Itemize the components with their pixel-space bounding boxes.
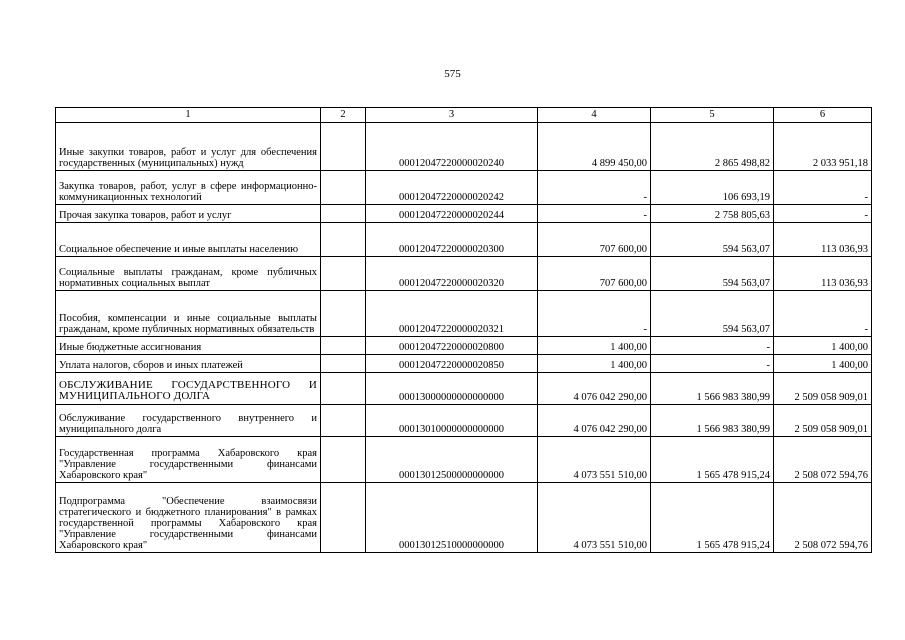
row-value-4: 4 076 042 290,00 [538, 373, 651, 405]
row-value-6: 2 508 072 594,76 [774, 483, 872, 553]
table-row [56, 405, 872, 437]
row-code: 00012047220000020800 [366, 337, 538, 355]
row-value-5: 1 566 983 380,99 [651, 405, 774, 437]
row-value-5: 594 563,07 [651, 257, 774, 291]
table-row [56, 257, 872, 291]
row-value-4: 4 899 450,00 [538, 123, 651, 171]
row-value-4: 4 076 042 290,00 [538, 405, 651, 437]
row-value-4: 707 600,00 [538, 223, 651, 257]
row-code: 00012047220000020244 [366, 205, 538, 223]
row-value-6: - [774, 291, 872, 337]
table-row [56, 437, 872, 483]
row-col2 [321, 337, 366, 355]
table-row [56, 355, 872, 373]
row-code: 00012047220000020320 [366, 257, 538, 291]
row-value-6: 2 508 072 594,76 [774, 437, 872, 483]
row-col2 [321, 205, 366, 223]
header-cell-1: 1 [56, 108, 321, 123]
header-row [56, 108, 872, 123]
budget-table [55, 107, 872, 553]
row-code: 00013000000000000000 [366, 373, 538, 405]
row-code: 00012047220000020242 [366, 171, 538, 205]
row-value-4: 1 400,00 [538, 355, 651, 373]
row-value-4: 1 400,00 [538, 337, 651, 355]
row-value-6: 113 036,93 [774, 223, 872, 257]
row-value-6: - [774, 205, 872, 223]
row-code: 00013012500000000000 [366, 437, 538, 483]
table-row [56, 205, 872, 223]
row-value-6: - [774, 171, 872, 205]
table-row [56, 373, 872, 405]
row-col2 [321, 355, 366, 373]
row-value-5: 2 758 805,63 [651, 205, 774, 223]
row-name: Обслуживание государственного внутреннего и муниципального долга [56, 405, 321, 437]
row-value-5: 106 693,19 [651, 171, 774, 205]
row-value-5: - [651, 337, 774, 355]
row-col2 [321, 483, 366, 553]
row-name: Пособия, компенсации и иные социальные выплаты гражданам, кроме публичных нормативных обязательств [56, 291, 321, 337]
row-value-5: 594 563,07 [651, 291, 774, 337]
row-value-4: 4 073 551 510,00 [538, 437, 651, 483]
row-value-5: 1 565 478 915,24 [651, 437, 774, 483]
row-col2 [321, 291, 366, 337]
row-name: Социальное обеспечение и иные выплаты населению [56, 223, 321, 257]
row-code: 00013012510000000000 [366, 483, 538, 553]
row-code: 00012047220000020240 [366, 123, 538, 171]
row-col2 [321, 171, 366, 205]
row-value-5: 594 563,07 [651, 223, 774, 257]
row-code: 00012047220000020321 [366, 291, 538, 337]
row-value-4: 707 600,00 [538, 257, 651, 291]
row-name: Иные закупки товаров, работ и услуг для обеспечения государственных (муниципальных) нужд [56, 123, 321, 171]
row-name: ОБСЛУЖИВАНИЕ ГОСУДАРСТВЕННОГО И МУНИЦИПАЛЬНОГО ДОЛГА [56, 373, 321, 405]
row-value-5: 2 865 498,82 [651, 123, 774, 171]
row-col2 [321, 437, 366, 483]
row-name: Государственная программа Хабаровского края "Управление государственными финансами Хабаровского края" [56, 437, 321, 483]
row-value-6: 1 400,00 [774, 337, 872, 355]
row-value-6: 2 509 058 909,01 [774, 373, 872, 405]
row-value-5: - [651, 355, 774, 373]
row-value-5: 1 565 478 915,24 [651, 483, 774, 553]
header-cell-6: 6 [774, 108, 872, 123]
row-name: Иные бюджетные ассигнования [56, 337, 321, 355]
header-cell-2: 2 [321, 108, 366, 123]
row-name: Уплата налогов, сборов и иных платежей [56, 355, 321, 373]
table-row [56, 291, 872, 337]
table-row [56, 223, 872, 257]
table-row [56, 337, 872, 355]
row-col2 [321, 373, 366, 405]
table-row [56, 483, 872, 553]
row-name: Социальные выплаты гражданам, кроме публичных нормативных социальных выплат [56, 257, 321, 291]
row-value-6: 2 033 951,18 [774, 123, 872, 171]
row-code: 00012047220000020300 [366, 223, 538, 257]
row-value-5: 1 566 983 380,99 [651, 373, 774, 405]
row-value-4: - [538, 171, 651, 205]
row-value-6: 1 400,00 [774, 355, 872, 373]
row-col2 [321, 223, 366, 257]
row-value-6: 113 036,93 [774, 257, 872, 291]
row-value-4: 4 073 551 510,00 [538, 483, 651, 553]
row-col2 [321, 123, 366, 171]
row-col2 [321, 257, 366, 291]
header-cell-4: 4 [538, 108, 651, 123]
row-name: Подпрограмма "Обеспечение взаимосвязи стратегического и бюджетного планирования" в рамках государственной программы Хабаровского края "Управление государственными финансами Хабаровского края" [56, 483, 321, 553]
row-value-4: - [538, 205, 651, 223]
row-name: Прочая закупка товаров, работ и услуг [56, 205, 321, 223]
header-cell-3: 3 [366, 108, 538, 123]
row-name: Закупка товаров, работ, услуг в сфере информационно-коммуникационных технологий [56, 171, 321, 205]
header-cell-5: 5 [651, 108, 774, 123]
row-col2 [321, 405, 366, 437]
table-row [56, 171, 872, 205]
row-code: 00012047220000020850 [366, 355, 538, 373]
row-code: 00013010000000000000 [366, 405, 538, 437]
page-number: 575 [444, 68, 461, 80]
row-value-4: - [538, 291, 651, 337]
table-row [56, 123, 872, 171]
row-value-6: 2 509 058 909,01 [774, 405, 872, 437]
